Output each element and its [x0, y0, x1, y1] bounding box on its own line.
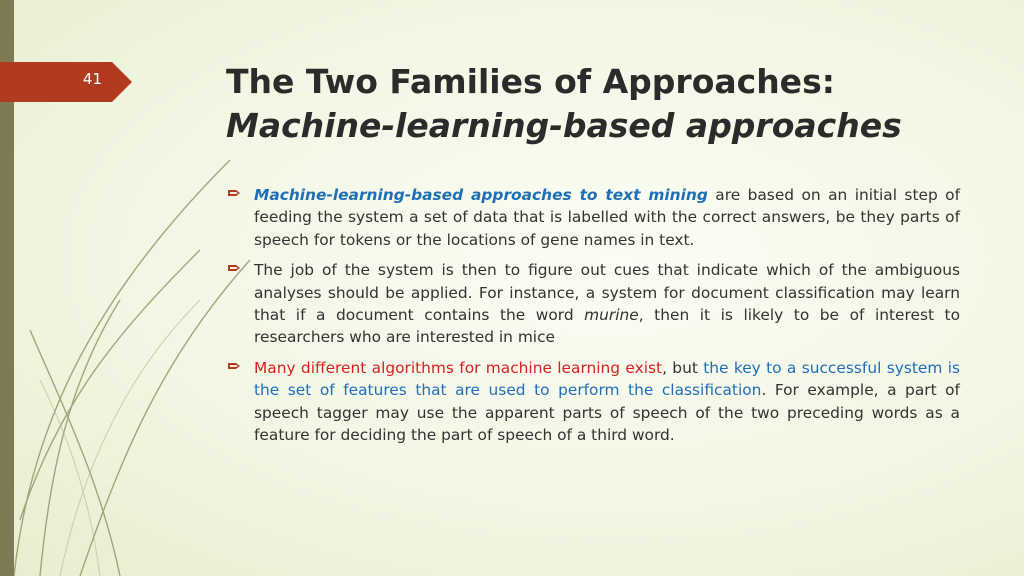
bullet-text: are based on an initial step of feeding the system a set of data that is labelled with the correct answers, be they parts of speech for tokens or the locations of gene names in text.: [254, 186, 960, 249]
slide-title: [226, 60, 996, 148]
pen-bullet-icon: [228, 187, 240, 199]
bullet-item: [228, 184, 960, 251]
bullet-italic-word: murine: [584, 306, 639, 325]
bullet-item: [228, 357, 960, 447]
bullet-text: . For example, a part of speech tagger may use the apparent parts of speech of the two preceding words as a feature for deciding the part of speech of a third word.: [254, 381, 960, 445]
slide-number-tab: [0, 62, 132, 102]
title-line-2: Machine-learning-based approaches: [226, 106, 902, 145]
bullet-lead-text: Machine-learning-based approaches to text mining: [254, 186, 708, 204]
bullet-item: [228, 259, 960, 349]
bullet-text: , but: [662, 358, 704, 377]
bullet-text: , then it is likely to be of interest to researchers who are interested in mice: [254, 306, 961, 347]
bullet-red-text: Many different algorithms for machine learning exist: [254, 358, 663, 377]
title-line-1: The Two Families of Approaches:: [226, 62, 835, 101]
slide-number: 41: [82, 70, 102, 88]
slide-content: [228, 184, 960, 454]
pen-bullet-icon: [228, 262, 240, 274]
pen-bullet-icon: [228, 360, 240, 372]
bullet-text: The job of the system is then to figure out cues that indicate which of the ambiguous analyses should be applied. For instance, a system for document classification may learn that if a document contains the word: [254, 261, 960, 325]
bullet-blue-text: the key to a successful system is the set of features that are used to perform the classification: [254, 358, 960, 400]
